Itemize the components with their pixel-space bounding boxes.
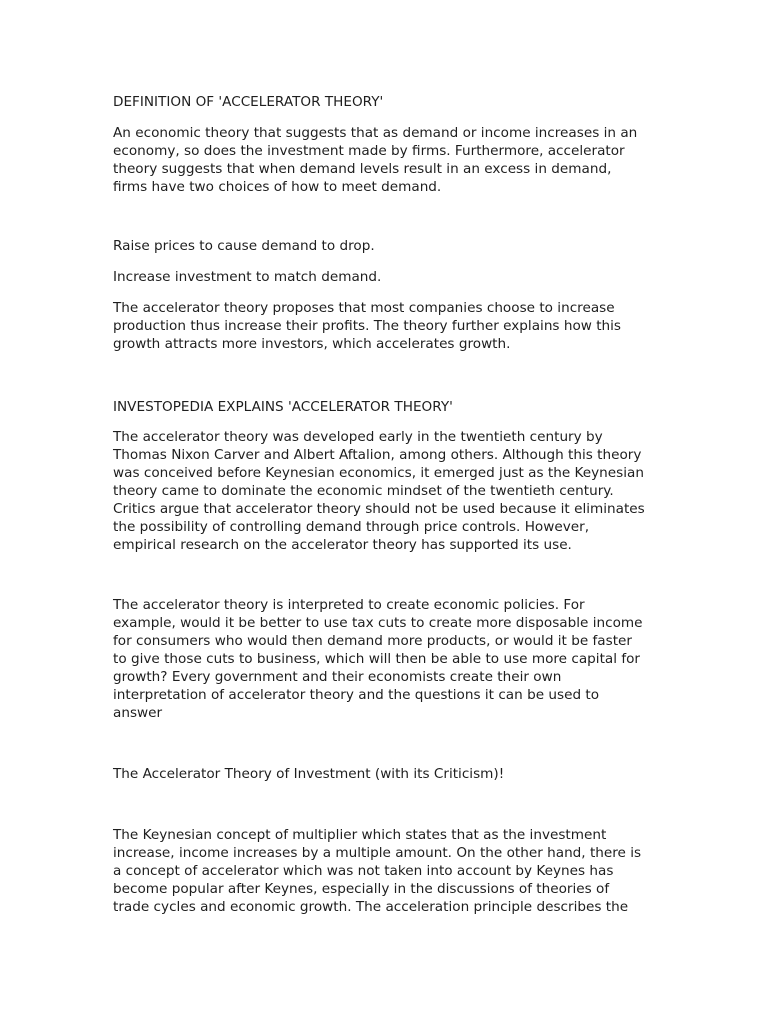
list-item-increase-investment: Increase investment to match demand. <box>113 269 382 285</box>
section-heading-investment-theory: The Accelerator Theory of Investment (with its Criticism)! <box>113 766 505 782</box>
paragraph-history: The accelerator theory was developed early in the twentieth century by Thomas Nixon Carver and Albert Aftalion, among others. Although this theory was conceived before Keynesian economics, it emerged just as the Keynesian theory came to dominate the economic mindset of the twentieth century. Critics argue that accelerator theory should not be used because it eliminates the possibility of controlling demand through price controls. However, empirical research on the accelerator theory has supported its use. <box>113 429 645 553</box>
paragraph-policy: The accelerator theory is interpreted to create economic policies. For example, would it be better to use tax cuts to create more disposable income for consumers who would then demand more products, or would it be faster to give those cuts to business, which will then be able to use more capital for growth? Every government and their economists create their own interpretation of accelerator theory and the questions it can be used to answer <box>113 597 643 721</box>
paragraph-multiplier: The Keynesian concept of multiplier which states that as the investment increase, income increases by a multiple amount. On the other hand, there is a concept of accelerator which was not taken into account by Keynes has become popular after Keynes, especially in the discussions of theories of trade cycles and economic growth. The acceleration principle describes the <box>113 827 642 915</box>
list-item-raise-prices: Raise prices to cause demand to drop. <box>113 238 375 254</box>
paragraph-proposal: The accelerator theory proposes that most companies choose to increase production thus increase their profits. The theory further explains how this growth attracts more investors, which accelerates growth. <box>113 300 622 352</box>
section-heading-investopedia: INVESTOPEDIA EXPLAINS 'ACCELERATOR THEORY' <box>113 399 453 415</box>
paragraph-definition: An economic theory that suggests that as demand or income increases in an economy, so does the investment made by firms. Furthermore, accelerator theory suggests that when demand levels result in an excess in demand, firms have two choices of how to meet demand. <box>113 125 638 195</box>
section-heading-definition: DEFINITION OF 'ACCELERATOR THEORY' <box>113 94 384 110</box>
